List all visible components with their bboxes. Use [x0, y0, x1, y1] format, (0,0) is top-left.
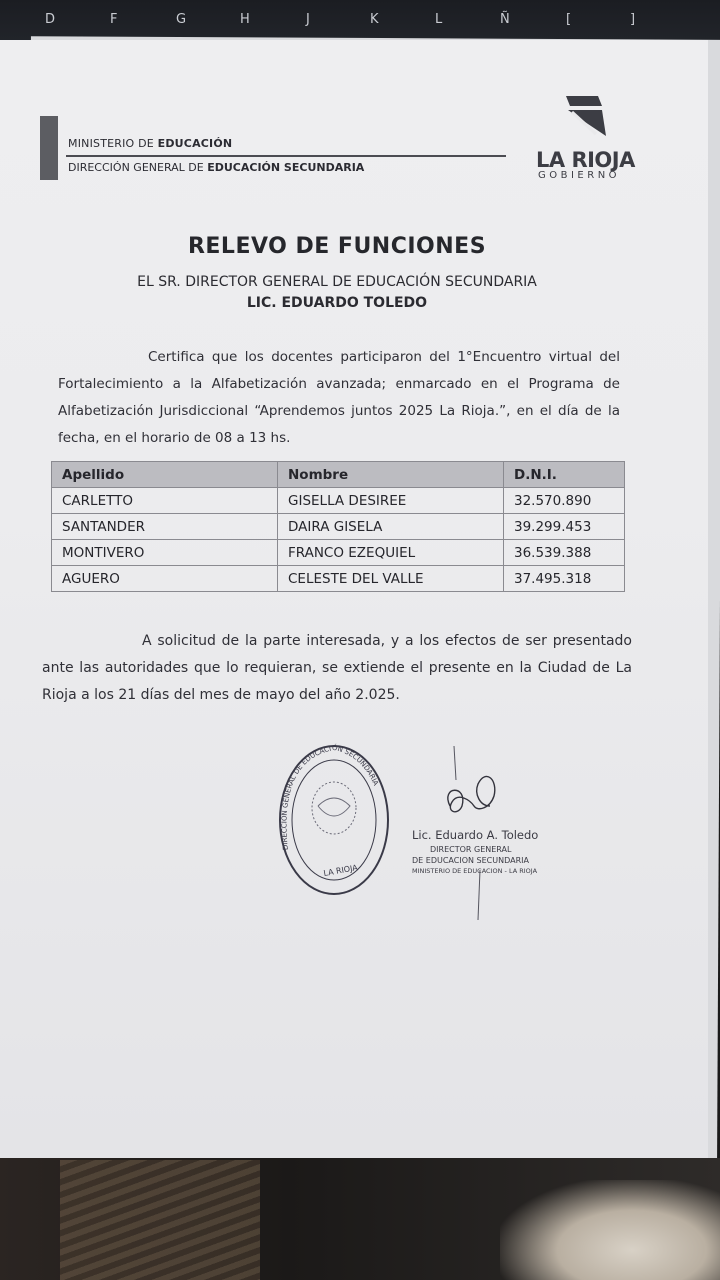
table-row — [52, 514, 625, 540]
table-cell: 36.539.388 — [504, 540, 625, 566]
ministry-prefix: MINISTERIO DE — [68, 137, 158, 150]
key: H — [240, 12, 250, 27]
direction-prefix: DIRECCIÓN GENERAL DE — [68, 161, 208, 174]
fabric-texture — [60, 1160, 260, 1280]
key: G — [176, 12, 187, 27]
stamp-city: LA RIOJA — [322, 863, 359, 878]
header-accent-bar — [40, 116, 58, 180]
direction-label — [68, 161, 364, 174]
table-row — [52, 566, 625, 592]
table-cell: SANTANDER — [52, 514, 278, 540]
table-cell: 37.495.318 — [504, 566, 625, 592]
column-header: Nombre — [278, 462, 504, 488]
document-subtitle: EL SR. DIRECTOR GENERAL DE EDUCACIÓN SECUNDARIA — [137, 274, 537, 290]
table-header-row — [52, 462, 625, 488]
key: ] — [630, 12, 636, 27]
table-cell: DAIRA GISELA — [278, 514, 504, 540]
table-cell: AGUERO — [52, 566, 278, 592]
header-divider — [66, 155, 506, 157]
key: L — [435, 12, 443, 27]
signatory-title: DIRECTOR GENERAL — [430, 845, 512, 854]
key: D — [45, 12, 56, 27]
key: F — [110, 12, 118, 27]
director-name: LIC. EDUARDO TOLEDO — [246, 295, 428, 311]
document-page — [0, 40, 708, 1158]
table-row — [52, 540, 625, 566]
key: J — [306, 12, 310, 27]
table-cell: 32.570.890 — [504, 488, 625, 514]
request-paragraph: A solicitud de la parte interesada, y a los efectos de ser presentado ante las autoridades que lo requieran, se extiende el presente en la Ciudad de La Rioja a los 21 días del mes de mayo del año 2.025. — [42, 633, 632, 703]
table-row — [52, 488, 625, 514]
column-header: D.N.I. — [504, 462, 625, 488]
table-cell: MONTIVERO — [52, 540, 278, 566]
table-cell: CARLETTO — [52, 488, 278, 514]
column-header: Apellido — [52, 462, 278, 488]
table-cell: CELESTE DEL VALLE — [278, 566, 504, 592]
direction-name: EDUCACIÓN SECUNDARIA — [207, 161, 365, 174]
table-cell: FRANCO EZEQUIEL — [278, 540, 504, 566]
document-title: RELEVO DE FUNCIONES — [187, 234, 487, 259]
logo-name: LA RIOJA — [536, 148, 635, 172]
signatory-name: Lic. Eduardo A. Toledo — [412, 828, 539, 842]
key: K — [370, 12, 379, 27]
ministry-label — [68, 137, 232, 150]
signatory-ministry: MINISTERIO DE EDUCACION - LA RIOJA — [412, 867, 538, 875]
fur-texture — [500, 1180, 720, 1280]
stamp-text: DIRECCIÓN GENERAL DE EDUCACIÓN SECUNDARIA — [280, 743, 380, 851]
ministry-name: EDUCACIÓN — [157, 137, 233, 150]
official-stamp — [274, 740, 394, 900]
key: [ — [566, 12, 572, 27]
certification-paragraph: Certifica que los docentes participaron del 1°Encuentro virtual del Fortalecimiento a la Alfabetización avanzada; enmarcado en el Programa de Alfabetización Jurisdiccional “Aprendemos juntos 2025 La Rioja.”, en el día de la fecha, en el horario de 08 a 13 hs. — [58, 349, 620, 446]
key: Ñ — [500, 12, 510, 27]
table-cell: 39.299.453 — [504, 514, 625, 540]
table-cell: GISELLA DESIREE — [278, 488, 504, 514]
participants-table — [51, 461, 625, 592]
signatory-department: DE EDUCACION SECUNDARIA — [412, 856, 529, 865]
logo-subtitle: GOBIERNO — [538, 170, 621, 181]
